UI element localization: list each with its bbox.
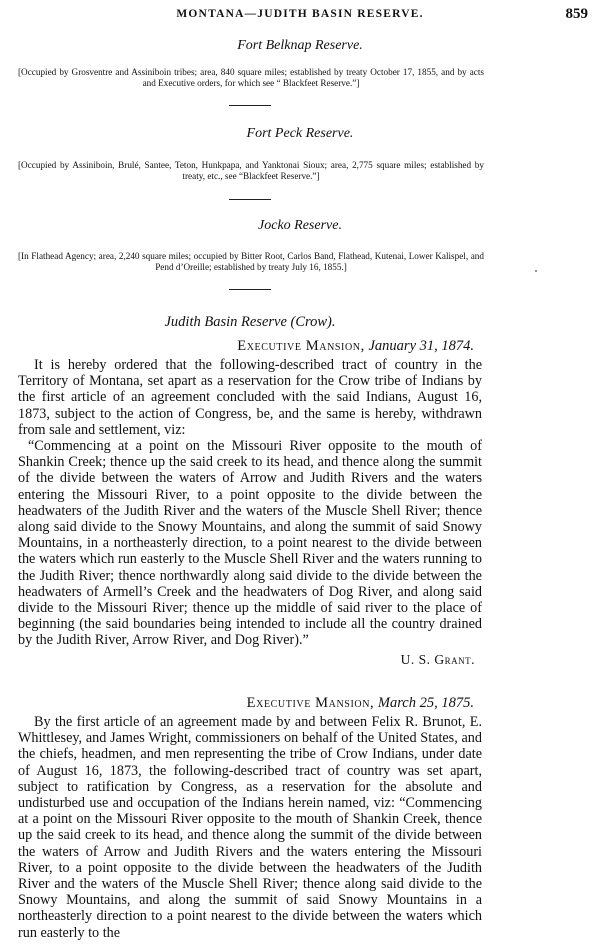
section-divider [229,289,271,290]
executive-mansion-dateline-1 [237,338,474,355]
dateline-date: January 31, 1874. [368,338,474,354]
jocko-title: Jocko Reserve. [258,218,342,233]
order-1-paragraph-1: It is hereby ordered that the following-described tract of country in the Territory of Montana, set apart as a reservation for the Crow tribe of Indians by the first article of an agreement concluded with the said Indians, August 16, 1873, subject to the action of Congress, be, and the same is hereby, withdrawn from sale and settlement, viz: [18,357,482,438]
dateline-place: Executive Mansion, [246,695,375,711]
running-head: MONTANA—JUDITH BASIN RESERVE. [176,8,424,20]
section-divider [229,105,271,106]
fort-belknap-title: Fort Belknap Reserve. [237,38,363,53]
fort-peck-title: Fort Peck Reserve. [246,126,354,141]
order-2-paragraph-1: By the first article of an agreement made by and between Felix R. Brunot, E. Whittlesey, and James Wright, commissioners on behalf of the United States, and the chiefs, headmen, and men representing the tribe of Crow Indians, under date of August 16, 1873, the following-described tract of country was set apart, subject to ratification by Congress, as a reservation for the absolute and undisturbed use and occupation of the Indians herein named, viz: “Commencing at a point on the Missouri River opposite to the mouth of Shankin Creek, thence up the said creek to its head, and thence along the summit of the divide between the waters of Arrow and Judith Rivers and the waters entering the Missouri River, to a point opposite to the divide between the headwaters of the Judith River and the waters of the Muscle Shell River; thence along said divide to the Snowy Mountains, and along the summit of said Snowy Mountains in a northeasterly direction to a point nearest to the divide between the waters which run easterly to the [18,714,482,941]
section-divider [229,199,271,200]
fort-peck-note: [Occupied by Assiniboin, Brulé, Santee, Teton, Hunkpapa, and Yanktonai Sioux; area, 2,775 square miles; established by treaty, etc., see “Blackfeet Reserve.”] [18,160,484,181]
signature-grant: U. S. Grant. [400,652,475,667]
page-number: 859 [565,6,588,22]
fort-belknap-note: [Occupied by Grosventre and Assiniboin tribes; area, 840 square miles; established by treaty October 17, 1855, and by acts and Executive orders, for which see “ Blackfeet Reserve.”] [18,67,484,88]
dateline-place: Executive Mansion, [237,338,365,354]
dateline-date: March 25, 1875. [377,695,474,711]
order-1-paragraph-2: “Commencing at a point on the Missouri River opposite to the mouth of Shankin Creek; thence up the said creek to its head, and thence along the summit of the divide between the waters of Arrow and Judith Rivers and the waters entering the Missouri River, to a point opposite to the divide between the headwaters of the Judith River and the waters of the Muscle Shell River; thence along said divide to the Snowy Mountains, and along the summit of said Snowy Mountains, in a northeasterly direction, to a point nearest to the divide between the waters which run easterly to the Muscle Shell River and the waters running to the Judith River; thence northwardly along said divide to the divide between the headwaters of Armell’s Creek and the headwaters of Dog River, and along said divide to the Missouri River; thence up the middle of said river to the place of beginning (the said boundaries being intended to include all the country drained by the Judith River, Arrow River, and Dog River).” [18,438,482,649]
judith-basin-title: Judith Basin Reserve (Crow). [164,314,336,330]
jocko-note: [In Flathead Agency; area, 2,240 square miles; occupied by Bitter Root, Carlos Band, Flathead, Kutenai, Lower Kalispel, and Pend d’Oreille; established by treaty July 16, 1855.] [18,251,484,272]
ink-speck [535,270,537,272]
executive-mansion-dateline-2 [247,695,474,712]
page-header [0,6,600,26]
